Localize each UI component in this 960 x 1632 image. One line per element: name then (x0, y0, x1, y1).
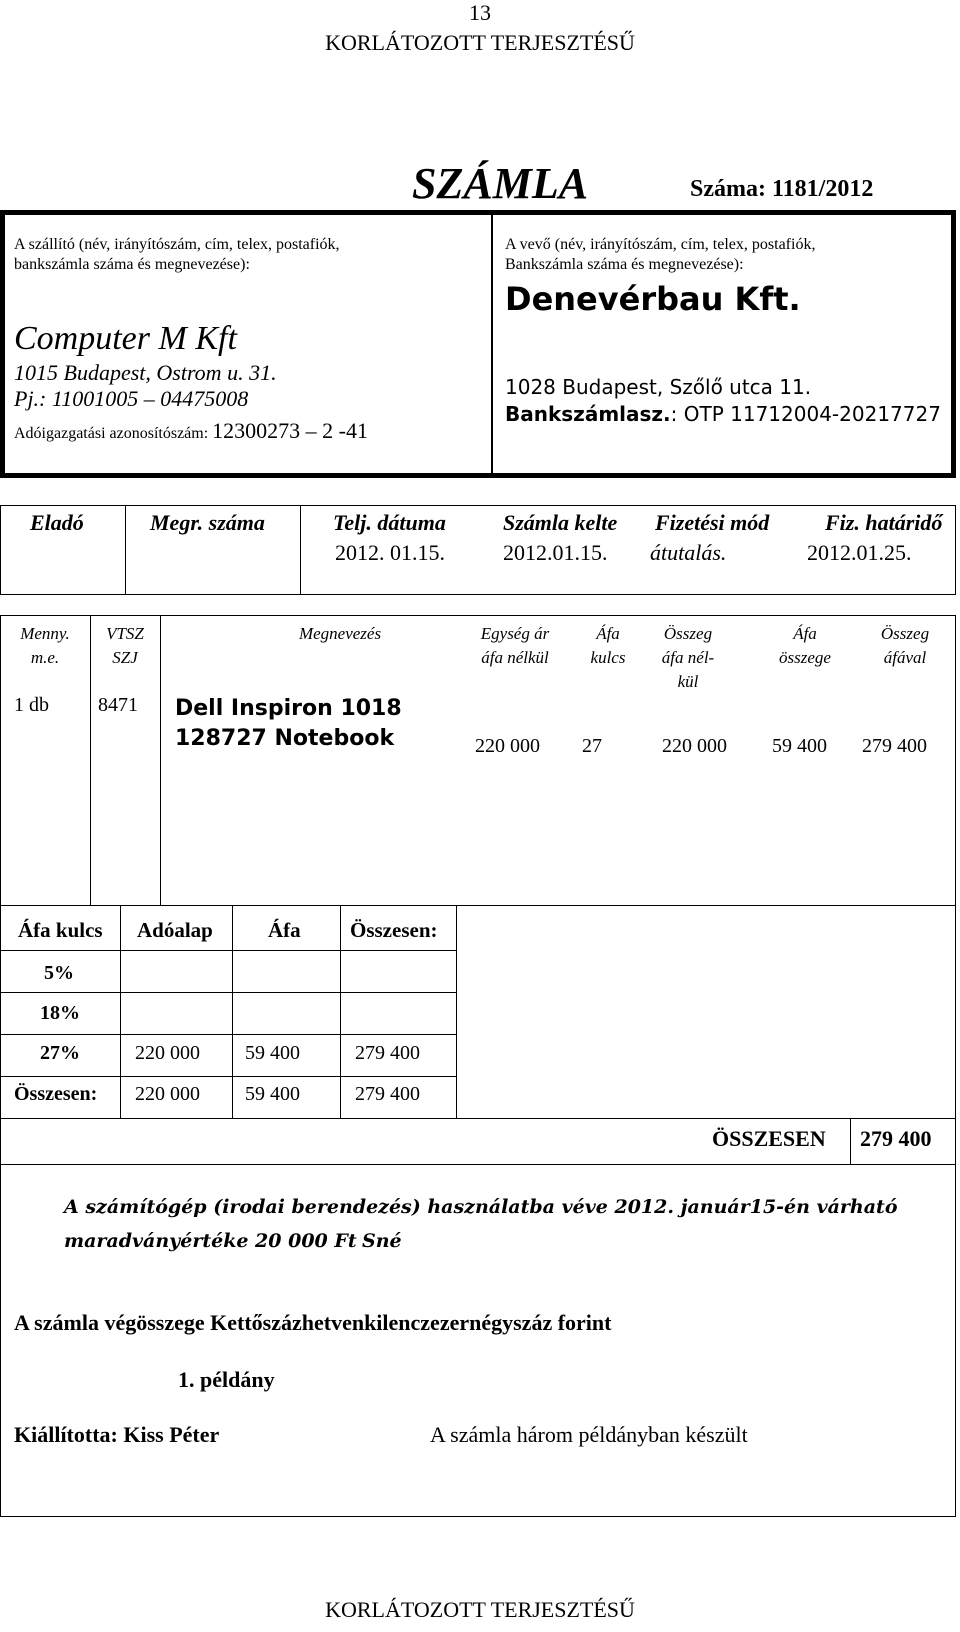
items-header-name (240, 622, 440, 646)
items-header-unit-price-2: áfa nélkül (481, 648, 549, 667)
order-header-invoice-date: Számla kelte (503, 510, 618, 535)
supplier-name: Computer M Kft (14, 320, 237, 357)
order-payment-method: átutalás. (650, 540, 727, 565)
item-gross-total: 279 400 (862, 735, 927, 757)
order-due-date: 2012.01.25. (807, 540, 912, 565)
handwritten-note-line-2: maradványértéke 20 000 Ft (64, 1230, 357, 1252)
vat-row-line-1 (0, 950, 456, 951)
page-number: 13 (469, 0, 491, 25)
vat-row-18-rate: 18% (40, 1002, 80, 1024)
grand-total-bottom-line (0, 1164, 956, 1165)
items-header-qty-1: Menny. (20, 624, 70, 643)
buyer-name: Denevérbau Kft. (505, 280, 801, 318)
order-fulfillment-date: 2012. 01.15. (335, 540, 445, 565)
vat-total-total: 279 400 (355, 1083, 420, 1105)
items-header-gross-total-1: Összeg (880, 624, 930, 643)
vat-row-27-rate: 27% (40, 1042, 80, 1064)
issued-by: Kiállította: Kiss Péter (14, 1422, 220, 1447)
vat-bottom-line (0, 1118, 956, 1119)
items-header-vtsz-1: VTSZ (106, 624, 144, 643)
items-header-unit-price (465, 622, 565, 670)
supplier-tax-number: 12300273 – 2 -41 (212, 418, 368, 443)
order-header-due-date: Fiz. határidő (825, 510, 943, 535)
order-header-payment-method: Fizetési mód (655, 510, 770, 535)
items-header-gross-total-2: áfával (883, 648, 927, 667)
items-header-net-total-2: áfa nél- (661, 648, 715, 667)
invoice-title: SZÁMLA (412, 159, 589, 208)
vat-header-rate: Áfa kulcs (18, 918, 103, 942)
item-qty: 1 db (14, 694, 49, 716)
items-header-qty-2: m.e. (30, 648, 60, 667)
order-header-fulfillment-date: Telj. dátuma (333, 510, 446, 535)
copies-note: A számla három példányban készült (430, 1422, 748, 1447)
vat-row-line-2 (0, 992, 456, 993)
vat-total-vat: 59 400 (245, 1083, 300, 1105)
supplier-address: 1015 Budapest, Ostrom u. 31. (14, 360, 277, 385)
items-header-vtsz-2: SZJ (112, 648, 138, 667)
buyer-account-row (505, 402, 941, 426)
items-divider-vtsz (160, 615, 161, 905)
buyer-address: 1028 Budapest, Szőlő utca 11. (505, 375, 812, 399)
vat-divider-3 (340, 905, 341, 1118)
vat-row-27-base: 220 000 (135, 1042, 200, 1064)
vat-header-base: Adóalap (137, 918, 213, 942)
order-header-seller: Eladó (30, 510, 84, 535)
vat-divider-2 (232, 905, 233, 1118)
order-info-divider-1 (125, 505, 126, 595)
items-header-vtsz (92, 622, 158, 670)
handwritten-note-initials: Sné (362, 1230, 402, 1252)
copy-number: 1. példány (178, 1367, 275, 1392)
items-header-net-total-3: kül (677, 672, 699, 691)
items-header-vat-rate-2: kulcs (590, 648, 626, 667)
items-header-gross-total (860, 622, 950, 670)
vat-divider-4 (456, 905, 457, 1118)
classification-top: KORLÁTOZOTT TERJESZTÉSŰ (325, 30, 635, 55)
handwritten-note-line-1: A számítógép (irodai berendezés) használatba véve 2012. január15-én várható (64, 1196, 898, 1218)
supplier-tax-label: Adóigazgatási azonosítószám: (14, 425, 209, 442)
item-unit-price: 220 000 (475, 735, 540, 757)
item-name (175, 694, 402, 754)
items-header-qty (0, 622, 90, 670)
vat-row-line-3 (0, 1034, 456, 1035)
vat-row-27-vat: 59 400 (245, 1042, 300, 1064)
total-in-words: A számla végösszege Kettőszázhetvenkilenczezernégyszáz forint (14, 1310, 612, 1335)
item-name-line-1: Dell Inspiron 1018 (175, 696, 402, 721)
items-header-unit-price-1: Egység ár (480, 624, 550, 643)
vat-row-27-total: 279 400 (355, 1042, 420, 1064)
grand-total-value: 279 400 (860, 1126, 932, 1151)
vat-header-total: Összesen: (350, 918, 438, 942)
items-header-net-total-1: Összeg (663, 624, 713, 643)
items-header-vat-rate-1: Áfa (596, 624, 620, 643)
vat-total-label: Összesen: (14, 1083, 98, 1105)
vat-row-5-rate: 5% (44, 962, 74, 984)
supplier-tax-row (14, 418, 368, 444)
grand-total-label: ÖSSZESEN (712, 1126, 826, 1151)
supplier-caption-2: bankszámla száma és megnevezése): (14, 256, 250, 273)
order-info-divider-2 (300, 505, 301, 595)
items-bottom-line (0, 905, 956, 906)
order-invoice-date: 2012.01.15. (503, 540, 608, 565)
items-header-vat-rate (578, 622, 638, 670)
item-vtsz: 8471 (98, 694, 138, 716)
buyer-account-label: Bankszámlasz. (505, 402, 671, 426)
item-name-line-2: 128727 Notebook (175, 726, 395, 751)
buyer-caption-1: A vevő (név, irányítószám, cím, telex, postafiók, (505, 236, 816, 253)
vat-row-line-4 (0, 1076, 456, 1077)
items-header-vat-amount-1: Áfa (793, 624, 817, 643)
parties-divider (491, 212, 493, 476)
order-header-order-number: Megr. száma (150, 510, 265, 535)
items-header-vat-amount (765, 622, 845, 670)
item-net-total: 220 000 (662, 735, 727, 757)
items-header-vat-amount-2: összege (779, 648, 831, 667)
item-vat-rate: 27 (582, 735, 602, 757)
items-divider-qty (90, 615, 91, 905)
grand-total-divider (850, 1118, 851, 1164)
vat-divider-1 (120, 905, 121, 1118)
supplier-caption-1: A szállító (név, irányítószám, cím, telex, postafiók, (14, 236, 340, 253)
buyer-account-value: : OTP 11712004-20217727 (670, 402, 941, 426)
vat-header-vat: Áfa (268, 918, 301, 942)
vat-total-base: 220 000 (135, 1083, 200, 1105)
classification-bottom: KORLÁTOZOTT TERJESZTÉSŰ (325, 1597, 635, 1622)
invoice-number: Száma: 1181/2012 (690, 176, 874, 202)
supplier-account: Pj.: 11001005 – 04475008 (14, 386, 249, 411)
buyer-caption-2: Bankszámla száma és megnevezése): (505, 256, 744, 273)
item-vat-amount: 59 400 (772, 735, 827, 757)
items-header-net-total (648, 622, 728, 694)
items-header-name-1: Megnevezés (298, 624, 382, 643)
